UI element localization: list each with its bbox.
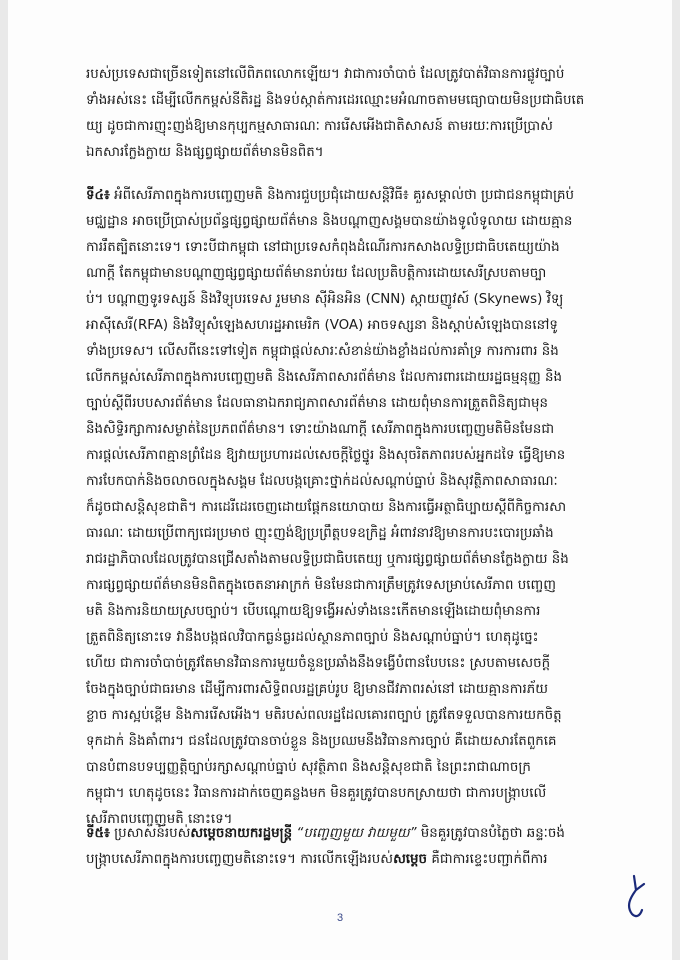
- text-line: ធារណៈ ដោយប្រើពាក្យជេរប្រមាថ ញុះញង់ឱ្យប្រព្រឹត្តបទឧក្រិដ្ឋ អំពាវនាវឱ្យមានការបះបោរប្រឆាំង: [86, 526, 554, 541]
- text-line: បានបំពានបទប្បញ្ញត្តិច្បាប់រក្សាសណ្តាប់ធ្នាប់ សុវត្ថិភាព និងសន្តិសុខជាតិ នៃព្រះរាជាណាចក្រ: [86, 760, 531, 775]
- text-line: មតិ និងការនិយាយស្របច្បាប់។ បើបណ្តោយឱ្យទង្វើអស់ទាំងនេះកើតមានឡើងដោយពុំមានការ: [86, 604, 541, 619]
- paragraph-point-4: [86, 183, 608, 833]
- text-line: សេរីភាពបញ្ចេញមតិ នោះទេ។: [86, 812, 233, 827]
- text-line: របស់ប្រទេសជាច្រើនទៀតនៅលើពិភពលោកឡើយ។ វាជាការចាំបាច់ ដែលត្រូវបាត់វិធានការផ្លូវច្បាប់: [86, 67, 565, 82]
- text-line: ទាំងប្រទេស។ លើសពីនេះទៅទៀត កម្ពុជាផ្តល់សារៈសំខាន់យ៉ាងខ្លាំងដល់ការគាំទ្រ ការការពារ និង: [86, 344, 559, 359]
- text-line: ការបែកបាក់និងចលាចលក្នុងសង្គម ដែលបង្កគ្រោះថ្នាក់ដល់សណ្តាប់ធ្នាប់ និងសុវត្ថិភាពសាធារណៈ: [86, 474, 558, 489]
- text-run: មិនគួរត្រូវបានបំភ្លៃថា ឆន្ទៈចង់: [416, 826, 565, 841]
- document-page: [8, 0, 672, 960]
- point-5-heading: ទី៥៖: [86, 826, 110, 841]
- text-line: លើកកម្ពស់សេរីភាពក្នុងការបញ្ចេញមតិ និងសេរីភាពសារព័ត៌មាន ដែលការពារដោយរដ្ឋធម្មនុញ្ញ និង: [86, 370, 563, 385]
- text-line: មជ្ឈដ្ឋាន អាចប្រើប្រាស់ប្រព័ន្ធផ្សព្វផ្សាយព័ត៌មាន និងបណ្តាញសង្គមបានយ៉ាងទូលំទូលាយ ដោយគ្មាន: [86, 214, 573, 229]
- quoted-phrase: “បញ្ចេញមួយ វាយមួយ”: [296, 826, 417, 841]
- text-run: ប្រសាសន៍របស់: [109, 826, 191, 841]
- paragraph-continuation: [86, 62, 608, 166]
- text-line: ណាក្តី តែកម្ពុជាមានបណ្តាញផ្សព្វផ្សាយព័ត៌មានរាប់រយ ដែលប្រតិបត្តិការដោយសេរីស្របតាមច្បា: [86, 266, 547, 281]
- page-number: 3: [336, 912, 344, 924]
- point-4-intro: អំពីសេរីភាពក្នុងការបញ្ចេញមតិ និងការជួបប្រជុំដោយសន្តិវិធី៖ គួរសម្គាល់ថា ប្រជាជនកម្ពុជាគ្រប់: [109, 188, 574, 203]
- emphasis-prime-minister: សម្តេចនាយករដ្ឋមន្ត្រី: [190, 826, 293, 841]
- text-line: ក៏ដូចជាសន្តិសុខជាតិ។ ការដេរីដេរចេញដោយផ្តែកនយោបាយ និងការធ្វើអត្ថាធិប្បាយស្តីពីកិច្ចការសា: [86, 500, 567, 515]
- text-line: ទុកដាក់ និងគាំពារ។ ជនដែលត្រូវបានចាប់ខ្លួន និងប្រឈមនឹងវិធានការច្បាប់ គឺដោយសារតែពួកគេ: [86, 734, 557, 749]
- text-line: [86, 183, 608, 209]
- text-run: គឺជាការខ្ទេះបញ្ជាក់ពីការ: [427, 852, 548, 867]
- text-line: [86, 847, 608, 873]
- text-line: ប់។ បណ្តាញទូរទស្សន៍ និងវិទ្យុបរទេស រួមមាន ស៊ីអិនអិន (CNN) ស្កាយញូវស៍ (Skynews) វិទ្យុ: [86, 292, 564, 307]
- text-line: ចែងក្នុងច្បាប់ជាធរមាន ដើម្បីការពារសិទ្ធិពលរដ្ឋគ្រប់រូប ឱ្យមានជីវភាពរស់នៅ ដោយគ្មានការភ័យ: [86, 682, 549, 697]
- text-line: ឯកសារក្លែងក្លាយ និងផ្សព្វផ្សាយព័ត៌មានមិនពិត។: [86, 145, 324, 160]
- text-line: និងសិទ្ធិរក្សាការសម្ងាត់នៃប្រភពព័ត៌មាន។ ទោះយ៉ាងណាក្តី សេរីភាពក្នុងការបញ្ចេញមតិមិនមែនជា: [86, 422, 555, 437]
- text-run: បង្ក្រាបសេរីភាពក្នុងការបញ្ចេញមតិនោះទេ។ ការលើកឡើងរបស់: [86, 852, 394, 867]
- text-line: ខ្លាច ការស្អប់ខ្ពើម និងការរើសអើង។ មតិរបស់ពលរដ្ឋដែលគោរពច្បាប់ ត្រូវតែទទួលបានការយកចិត្ត: [86, 708, 562, 723]
- text-line: ការរឹតត្បិតនោះទេ។ ទោះបីជាកម្ពុជា នៅជាប្រទេសកំពុងដំណើរការកសាងលទ្ធិប្រជាធិបតេយ្យយ៉ាង: [86, 240, 560, 255]
- text-line: យ្យ ដូចជាការញុះញង់ឱ្យមានកុប្បកម្មសាធារណៈ ការរើសអើងជាតិសាសន៍ តាមរយៈការប្រើប្រាស់: [86, 119, 553, 134]
- text-line: អាស៊ីសេរី(RFA) និងវិទ្យុសំឡេងសហរដ្ឋអាមេរិក (VOA) អាចទស្សនា និងស្តាប់សំឡេងបាននៅទូ: [86, 318, 558, 333]
- text-line: [86, 821, 608, 847]
- text-line: ការផ្សព្វផ្សាយព័ត៌មានមិនពិតក្នុងចេតនាអាក្រក់ មិនមែនជាការត្រឹមត្រូវទេសម្រាប់សេរីភាព បញ្ចេញ: [86, 578, 556, 593]
- text-line: ត្រួតពិនិត្យនោះទេ វានឹងបង្កផលវិបាកធ្ងន់ធ្ងរដល់ស្ថានភាពច្បាប់ និងសណ្តាប់ធ្នាប់។ ហេតុដូច្នេះ: [86, 630, 539, 645]
- text-line: រាជរដ្ឋាភិបាលដែលត្រូវបានជ្រើសតាំងតាមលទ្ធិប្រជាធិបតេយ្យ ឬការផ្សព្វផ្សាយព័ត៌មានក្លែងក្លាយ និង: [86, 552, 569, 567]
- text-line: ហើយ ជាការចាំបាច់ត្រូវតែមានវិធានការមួយចំនួនប្រឆាំងនឹងទង្វើបំពានបែបនេះ ស្របតាមសេចក្តី: [86, 656, 551, 671]
- text-line: កម្ពុជា។ ហេតុដូចនេះ វិធានការដាក់ចេញគន្លងមក មិនគួរត្រូវបានបកស្រាយថា ជាការបង្ក្រាបលើ: [86, 786, 547, 801]
- point-4-heading: ទី៤៖: [86, 188, 110, 203]
- text-line: ច្បាប់ស្តីពីរបបសារព័ត៌មាន ដែលធានាឯករាជ្យភាពសារព័ត៌មាន ដោយពុំមានការត្រួតពិនិត្យជាមុន: [86, 396, 549, 411]
- emphasis-samdech: សម្តេច: [393, 852, 428, 867]
- text-line: ការផ្តល់សេរីភាពគ្មានព្រំដែន ឱ្យវាយប្រហារដល់សេចក្តីថ្លៃថ្នូរ និងសុចរិតភាពរបស់អ្នកដទៃ ធ្វើឱ្យមាន: [86, 448, 566, 463]
- text-line: ទាំងអស់នេះ ដើម្បីលើកកម្ពស់នីតិរដ្ឋ និងទប់ស្កាត់ការដេរឈ្មោះមអំណាចតាមមធ្យោបាយមិនប្រជាធិបតេ: [86, 93, 585, 108]
- paragraph-point-5: [86, 821, 608, 873]
